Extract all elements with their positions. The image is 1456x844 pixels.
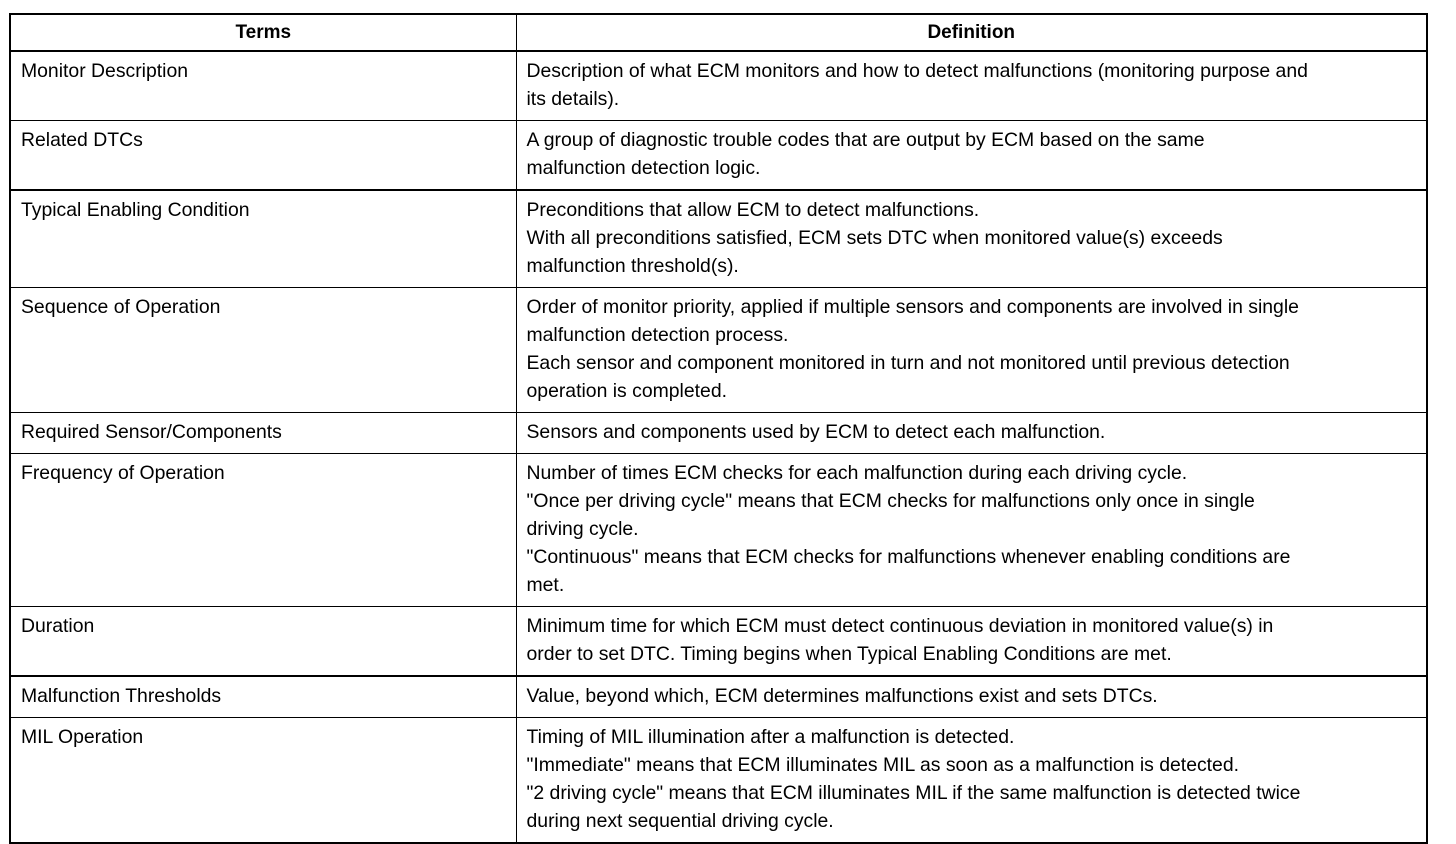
terms-definition-table — [9, 13, 1428, 844]
term-cell — [10, 718, 516, 844]
term-cell — [10, 121, 516, 191]
definition-line: Order of monitor priority, applied if multiple sensors and components are involved in single — [526, 296, 1299, 318]
table-row-related-dtcs — [10, 121, 1427, 191]
definition-cell — [516, 288, 1427, 413]
definition-line: Sensors and components used by ECM to detect each malfunction. — [526, 421, 1106, 443]
term-cell — [10, 190, 516, 288]
definition-cell — [516, 190, 1427, 288]
definition-cell — [516, 676, 1427, 718]
definition-line: malfunction detection logic. — [526, 157, 761, 179]
term-text: Typical Enabling Condition — [21, 199, 250, 221]
definition-cell — [516, 718, 1427, 844]
term-text: Malfunction Thresholds — [21, 685, 222, 707]
term-text: Duration — [21, 615, 95, 637]
term-text: Frequency of Operation — [21, 462, 225, 484]
table-row-typical-enabling-condition — [10, 190, 1427, 288]
term-text: Sequence of Operation — [21, 296, 221, 318]
definition-line: Description of what ECM monitors and how to detect malfunctions (monitoring purpose and — [526, 60, 1308, 82]
definition-cell — [516, 121, 1427, 191]
definition-line: its details). — [526, 88, 620, 110]
term-cell — [10, 51, 516, 121]
table-row-sequence-of-operation — [10, 288, 1427, 413]
table-body — [10, 51, 1427, 843]
table-row-duration — [10, 607, 1427, 677]
term-text: MIL Operation — [21, 726, 144, 748]
definition-cell — [516, 51, 1427, 121]
table-row-required-sensor-components — [10, 413, 1427, 454]
definition-line: operation is completed. — [526, 380, 727, 402]
definition-line: order to set DTC. Timing begins when Typical Enabling Conditions are met. — [526, 643, 1172, 665]
table-row-mil-operation — [10, 718, 1427, 844]
definition-line: "Continuous" means that ECM checks for malfunctions whenever enabling conditions are — [526, 546, 1291, 568]
definition-line: "Once per driving cycle" means that ECM checks for malfunctions only once in single — [526, 490, 1255, 512]
header-row — [10, 14, 1427, 51]
definition-line: malfunction detection process. — [526, 324, 789, 346]
table-row-monitor-description — [10, 51, 1427, 121]
terms-column-header: Terms — [10, 14, 516, 51]
definition-line: met. — [526, 574, 565, 596]
term-cell — [10, 288, 516, 413]
definition-line: Value, beyond which, ECM determines malfunctions exist and sets DTCs. — [526, 685, 1158, 707]
definition-line: "Immediate" means that ECM illuminates MIL as soon as a malfunction is detected. — [526, 754, 1240, 776]
definition-cell — [516, 413, 1427, 454]
definition-line: during next sequential driving cycle. — [526, 810, 834, 832]
definition-line: malfunction threshold(s). — [526, 255, 739, 277]
term-text: Monitor Description — [21, 60, 189, 82]
term-cell — [10, 607, 516, 677]
definition-line: Each sensor and component monitored in turn and not monitored until previous detection — [526, 352, 1290, 374]
definition-line: Minimum time for which ECM must detect continuous deviation in monitored value(s) in — [526, 615, 1274, 637]
term-cell — [10, 413, 516, 454]
term-text: Required Sensor/Components — [21, 421, 282, 443]
definition-line: With all preconditions satisfied, ECM sets DTC when monitored value(s) exceeds — [526, 227, 1223, 249]
table-row-malfunction-thresholds — [10, 676, 1427, 718]
definition-line: Timing of MIL illumination after a malfunction is detected. — [526, 726, 1015, 748]
table-row-frequency-of-operation — [10, 454, 1427, 607]
term-cell — [10, 676, 516, 718]
definition-column-header: Definition — [516, 14, 1427, 51]
term-text: Related DTCs — [21, 129, 143, 151]
definition-line: Preconditions that allow ECM to detect malfunctions. — [526, 199, 980, 221]
definition-cell — [516, 607, 1427, 677]
definition-line: "2 driving cycle" means that ECM illuminates MIL if the same malfunction is detected twice — [526, 782, 1301, 804]
definition-line: A group of diagnostic trouble codes that are output by ECM based on the same — [526, 129, 1205, 151]
term-cell — [10, 454, 516, 607]
definition-line: driving cycle. — [526, 518, 639, 540]
definition-line: Number of times ECM checks for each malfunction during each driving cycle. — [526, 462, 1188, 484]
definition-cell — [516, 454, 1427, 607]
table-header — [10, 14, 1427, 51]
